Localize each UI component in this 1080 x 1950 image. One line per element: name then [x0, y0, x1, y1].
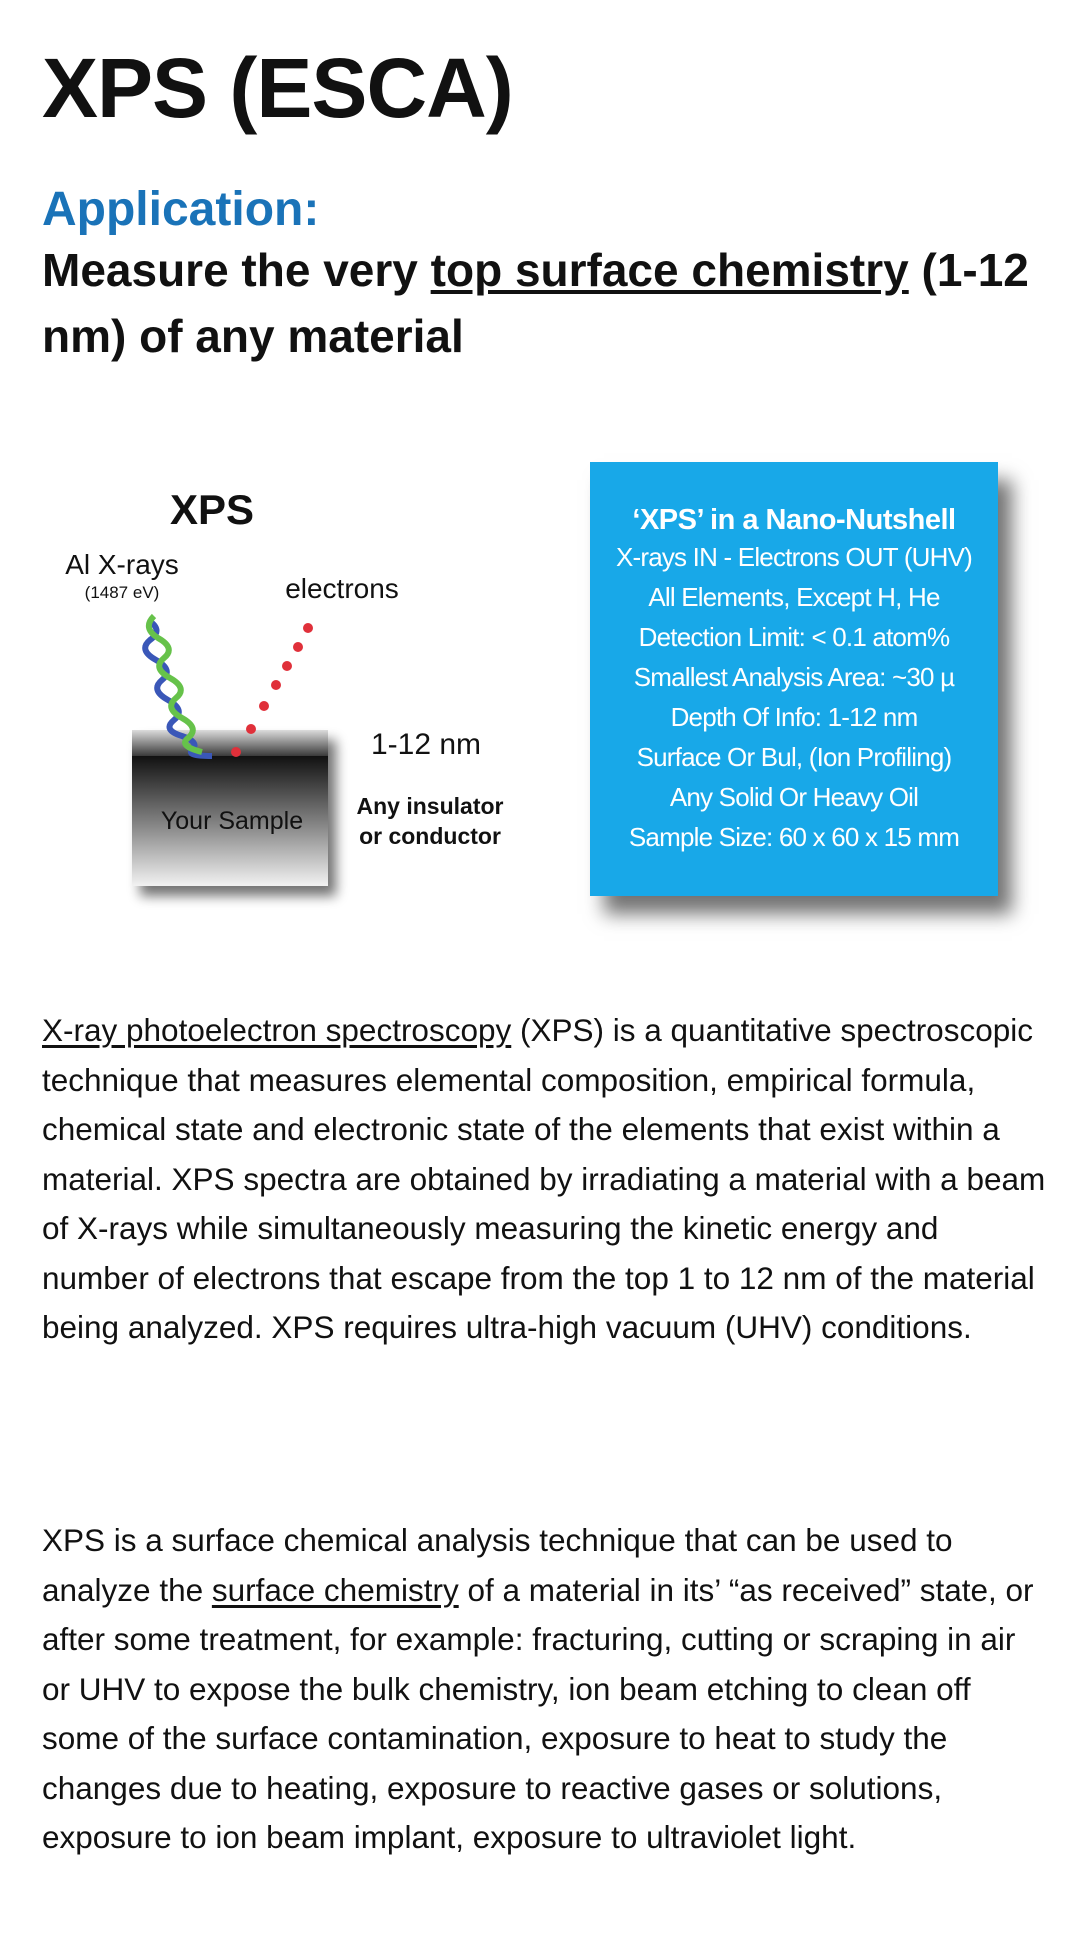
nano-nutshell-box: [590, 462, 998, 896]
application-desc-suffix: (1-12 nm) of any material: [42, 244, 1029, 362]
application-label: Application:: [42, 182, 320, 236]
electron-dot: [259, 701, 269, 711]
electron-dot: [282, 661, 292, 671]
electron-dot: [271, 680, 281, 690]
xps-description-paragraph: [42, 1006, 1052, 1353]
surface-analysis-paragraph: [42, 1516, 1052, 1863]
nutshell-line: Depth Of Info: 1-12 nm: [670, 702, 918, 732]
nutshell-line: All Elements, Except H, He: [648, 582, 940, 612]
top-surface-chemistry-link[interactable]: top surface chemistry: [430, 244, 909, 297]
page-title: XPS (ESCA): [42, 41, 513, 135]
paragraph2-suffix: of a material in its’ “as received” state, or after some treatment, for example: fracturing, cutting or scraping in air or UHV to expose the bulk chemistry, ion beam etching to clean off some of the surface contamination, exposure to heat to study the changes due to heating, exposure to reactive gases or solutions, exposure to ion beam implant, exposure to ultraviolet light.: [42, 1571, 1034, 1855]
surface-chemistry-link[interactable]: surface chemistry: [211, 1571, 459, 1608]
sample-label: Your Sample: [160, 807, 304, 835]
material-line1: Any insulator: [356, 793, 504, 819]
application-description: [42, 238, 1042, 369]
electron-dot: [293, 642, 303, 652]
electron-dot: [303, 623, 313, 633]
xps-figure: [42, 440, 1042, 960]
depth-label: 1-12 nm: [370, 728, 482, 761]
electron-dot: [246, 724, 256, 734]
application-desc-prefix: Measure the very: [42, 244, 431, 297]
nutshell-line: Any Solid Or Heavy Oil: [669, 782, 919, 812]
xps-diagram: [42, 440, 582, 960]
sample-surface-layer: [132, 730, 328, 756]
nutshell-line: X-rays IN - Electrons OUT (UHV): [615, 542, 973, 572]
electrons-label: electrons: [285, 573, 399, 604]
nutshell-line: Smallest Analysis Area: ~30 µ: [633, 662, 955, 692]
paragraph2-prefix: XPS is a surface chemical analysis technique that can be used to analyze the: [42, 1522, 953, 1608]
nutshell-line: Detection Limit: < 0.1 atom%: [638, 622, 950, 652]
xray-energy-label: (1487 eV): [84, 583, 160, 602]
material-line2: or conductor: [359, 823, 501, 849]
nutshell-line: Surface Or Bul, (Ion Profiling): [636, 742, 952, 772]
nutshell-title: ‘XPS’ in a Nano-Nutshell: [632, 504, 956, 536]
page-header: [42, 40, 1042, 369]
nutshell-line: Sample Size: 60 x 60 x 15 mm: [628, 822, 960, 852]
xray-label: Al X-rays: [65, 549, 179, 580]
electron-dot: [231, 747, 241, 757]
xps-label: XPS: [169, 486, 255, 533]
paragraph1-text: (XPS) is a quantitative spectroscopic technique that measures elemental composition, empirical formula, chemical state and electronic state of the elements that exist within a material. XPS spectra are obtained by irradiating a material with a beam of X-rays while simultaneously measuring the kinetic energy and number of electrons that escape from the top 1 to 12 nm of the material being analyzed. XPS requires ultra-high vacuum (UHV) conditions.: [42, 1012, 1046, 1345]
xps-wiki-link[interactable]: X-ray photoelectron spectroscopy: [42, 1012, 512, 1048]
